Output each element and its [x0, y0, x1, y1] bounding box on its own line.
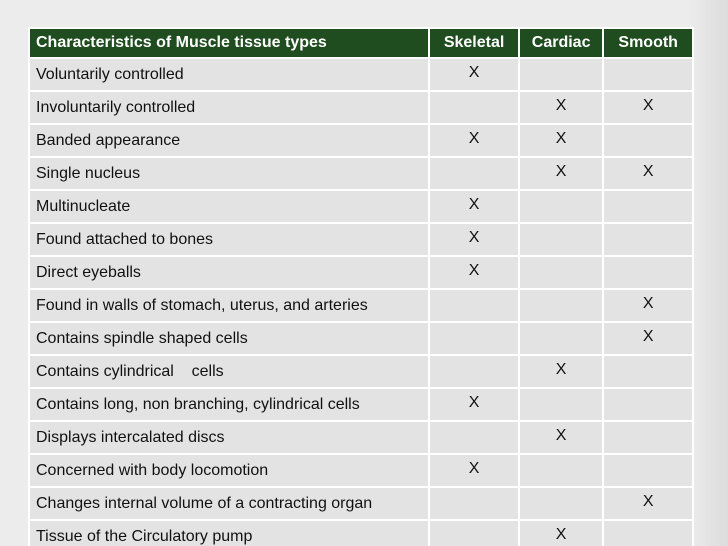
row-characteristic-label: Involuntarily controlled [30, 92, 428, 123]
header-cardiac: Cardiac [520, 29, 603, 57]
skeletal-mark-cell: X [430, 59, 518, 90]
cardiac-mark-cell [520, 257, 603, 288]
skeletal-mark-cell: X [430, 389, 518, 420]
skeletal-mark-cell [430, 521, 518, 546]
muscle-tissue-table [28, 27, 694, 546]
smooth-mark-cell [604, 191, 692, 222]
table-row [30, 521, 692, 546]
cardiac-mark-cell: X [520, 158, 603, 189]
skeletal-mark-cell [430, 356, 518, 387]
table-row [30, 356, 692, 387]
skeletal-mark-cell: X [430, 224, 518, 255]
smooth-mark-cell [604, 389, 692, 420]
header-characteristics: Characteristics of Muscle tissue types [30, 29, 428, 57]
skeletal-mark-cell: X [430, 257, 518, 288]
row-characteristic-label: Found attached to bones [30, 224, 428, 255]
smooth-mark-cell [604, 356, 692, 387]
table-row [30, 290, 692, 321]
row-characteristic-label: Changes internal volume of a contracting organ [30, 488, 428, 519]
muscle-tissue-table-container [28, 27, 694, 546]
table-row [30, 92, 692, 123]
cardiac-mark-cell [520, 455, 603, 486]
row-characteristic-label: Direct eyeballs [30, 257, 428, 288]
cardiac-mark-cell: X [520, 422, 603, 453]
table-row [30, 224, 692, 255]
row-characteristic-label: Banded appearance [30, 125, 428, 156]
row-characteristic-label: Concerned with body locomotion [30, 455, 428, 486]
cardiac-mark-cell: X [520, 521, 603, 546]
smooth-mark-cell: X [604, 158, 692, 189]
background-gradient [688, 0, 728, 546]
skeletal-mark-cell: X [430, 191, 518, 222]
skeletal-mark-cell [430, 422, 518, 453]
skeletal-mark-cell [430, 323, 518, 354]
table-row [30, 323, 692, 354]
header-smooth: Smooth [604, 29, 692, 57]
smooth-mark-cell [604, 224, 692, 255]
table-row [30, 125, 692, 156]
smooth-mark-cell [604, 521, 692, 546]
row-characteristic-label: Contains long, non branching, cylindrical cells [30, 389, 428, 420]
cardiac-mark-cell [520, 323, 603, 354]
table-body [30, 59, 692, 546]
smooth-mark-cell [604, 455, 692, 486]
smooth-mark-cell [604, 257, 692, 288]
row-characteristic-label: Contains cylindrical cells [30, 356, 428, 387]
table-row [30, 158, 692, 189]
smooth-mark-cell [604, 422, 692, 453]
table-row [30, 422, 692, 453]
smooth-mark-cell: X [604, 323, 692, 354]
skeletal-mark-cell [430, 92, 518, 123]
table-row [30, 191, 692, 222]
table-row [30, 455, 692, 486]
row-characteristic-label: Single nucleus [30, 158, 428, 189]
row-characteristic-label: Voluntarily controlled [30, 59, 428, 90]
cardiac-mark-cell [520, 59, 603, 90]
cardiac-mark-cell [520, 488, 603, 519]
smooth-mark-cell: X [604, 290, 692, 321]
cardiac-mark-cell [520, 224, 603, 255]
row-characteristic-label: Found in walls of stomach, uterus, and arteries [30, 290, 428, 321]
skeletal-mark-cell: X [430, 125, 518, 156]
smooth-mark-cell: X [604, 92, 692, 123]
table-row [30, 257, 692, 288]
table-row [30, 488, 692, 519]
cardiac-mark-cell [520, 389, 603, 420]
cardiac-mark-cell: X [520, 356, 603, 387]
table-row [30, 59, 692, 90]
header-skeletal: Skeletal [430, 29, 518, 57]
smooth-mark-cell [604, 125, 692, 156]
cardiac-mark-cell: X [520, 92, 603, 123]
table-header-row [30, 29, 692, 57]
row-characteristic-label: Displays intercalated discs [30, 422, 428, 453]
skeletal-mark-cell [430, 290, 518, 321]
row-characteristic-label: Tissue of the Circulatory pump [30, 521, 428, 546]
cardiac-mark-cell: X [520, 125, 603, 156]
table-row [30, 389, 692, 420]
smooth-mark-cell [604, 59, 692, 90]
skeletal-mark-cell [430, 158, 518, 189]
smooth-mark-cell: X [604, 488, 692, 519]
row-characteristic-label: Contains spindle shaped cells [30, 323, 428, 354]
skeletal-mark-cell: X [430, 455, 518, 486]
cardiac-mark-cell [520, 290, 603, 321]
row-characteristic-label: Multinucleate [30, 191, 428, 222]
cardiac-mark-cell [520, 191, 603, 222]
skeletal-mark-cell [430, 488, 518, 519]
